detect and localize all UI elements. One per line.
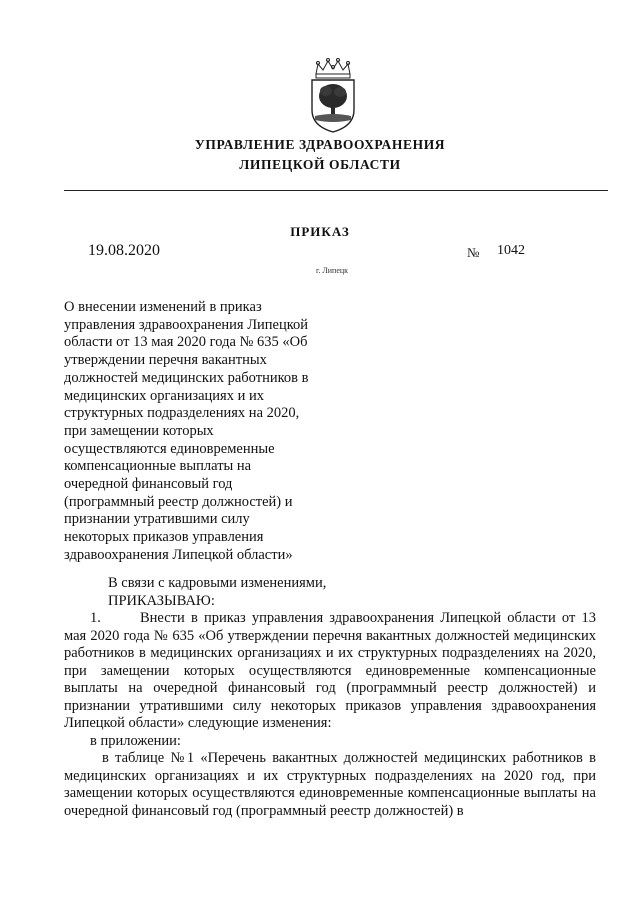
subject-line: при замещении которых <box>64 422 214 439</box>
order-city: г. Липецк <box>315 266 349 275</box>
subject-line: управления здравоохранения Липецкой <box>64 316 309 333</box>
intro-paragraph: В связи с кадровыми изменениями, <box>108 575 327 591</box>
subject-line: компенсационные выплаты на <box>64 458 252 475</box>
table-1-paragraph: в таблице №1 «Перечень вакантных должностей медицинских работников в медицинских организациях и их структурных подразделениях на 2020 год, при замещении которых осуществляются единовременные компенсационные выплаты на очередной финансовый год (программный реестр должностей) в <box>64 750 596 819</box>
coat-of-arms-emblem <box>302 58 364 134</box>
order-number-sign: № <box>467 245 480 260</box>
order-subject <box>64 299 354 565</box>
subject-line: области от 13 мая 2020 года № 635 «Об <box>64 334 308 351</box>
subject-line: должностей медицинских работников в <box>64 369 309 386</box>
subject-line: (программный реестр должностей) и <box>64 493 293 510</box>
subject-line: очередной финансовый год <box>64 476 233 493</box>
order-date: 19.08.2020 <box>88 242 160 259</box>
subject-line: некоторых приказов управления <box>64 529 264 546</box>
point-1-text: Внести в приказ управления здравоохранения Липецкой области от 13 мая 2020 года № 635 «Об утверждении перечня вакантных должностей медицинских работников в медицинских организациях и их структурных подразделениях на 2020, при замещении которых осуществляются единовременные компенсационные выплаты на очередной финансовый год (программный реестр должностей) и признании утратившими силу некоторых приказов управления здравоохранения Липецкой области» следующие изменения: <box>64 610 596 731</box>
point-1-paragraph <box>64 610 596 733</box>
subject-line: здравоохранения Липецкой области» <box>64 546 293 563</box>
order-title: ПРИКАЗ <box>290 224 350 239</box>
point-1-number: 1. <box>90 610 101 626</box>
sub-item-paragraph: в приложении: <box>90 732 181 749</box>
subject-line: осуществляются единовременные <box>64 440 275 457</box>
subject-line: медицинских организациях и их <box>64 387 264 404</box>
order-word: ПРИКАЗЫВАЮ: <box>108 592 215 609</box>
organization-name-line-2: ЛИПЕЦКОЙ ОБЛАСТИ <box>239 157 401 172</box>
organization-name-line-1: УПРАВЛЕНИЕ ЗДРАВООХРАНЕНИЯ <box>194 137 446 152</box>
header-divider <box>64 190 608 191</box>
subject-line: структурных подразделениях на 2020, <box>64 405 300 422</box>
subject-line: признании утратившими силу <box>64 511 250 528</box>
subject-line: утверждении перечня вакантных <box>64 352 267 369</box>
subject-line: О внесении изменений в приказ <box>64 299 262 315</box>
order-number: 1042 <box>497 243 525 258</box>
order-body <box>64 575 596 820</box>
